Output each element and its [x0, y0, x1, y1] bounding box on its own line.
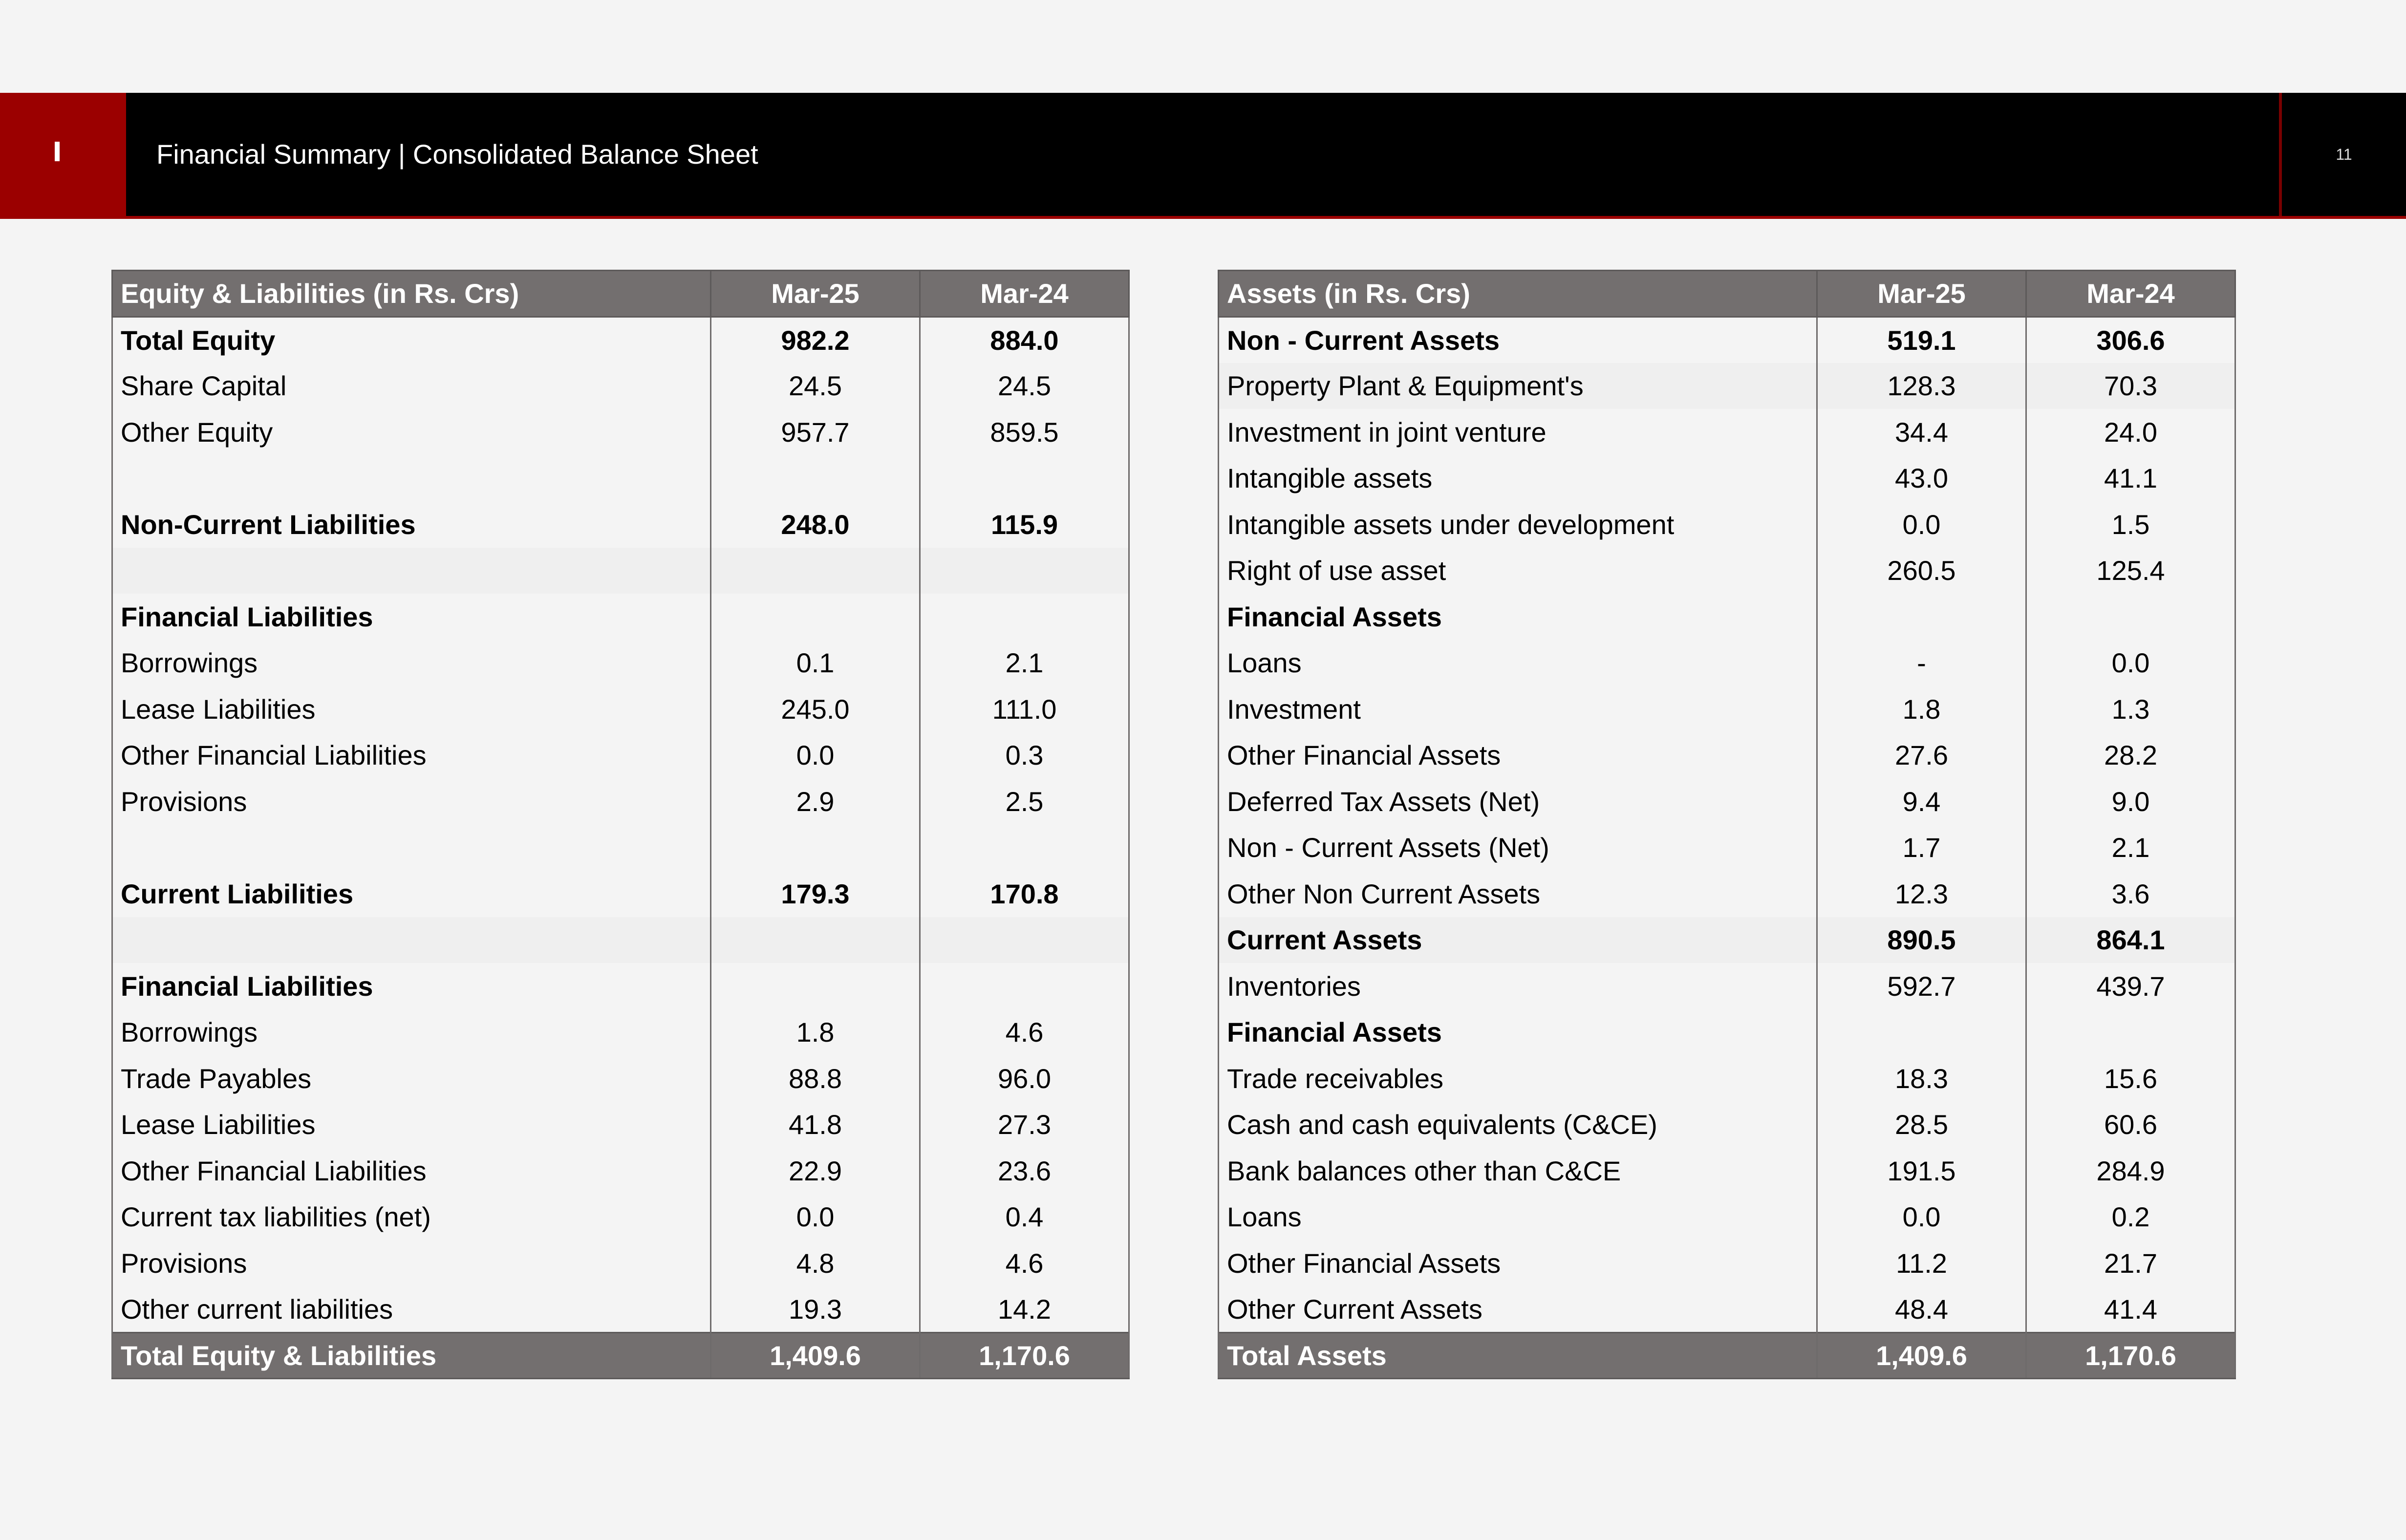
row-value-mar25: 88.8 [711, 1055, 920, 1102]
table-row [112, 501, 1129, 548]
row-value-mar24: 24.0 [2026, 409, 2235, 455]
row-label [112, 455, 711, 502]
total-row [112, 1332, 1129, 1379]
row-value-mar24: 0.0 [2026, 640, 2235, 686]
table-row [112, 594, 1129, 640]
table-row [112, 1286, 1129, 1333]
row-value-mar25: 27.6 [1817, 732, 2026, 779]
row-value-mar24: 306.6 [2026, 317, 2235, 363]
row-label: Provisions [112, 778, 711, 825]
row-value-mar24: 4.6 [920, 1009, 1129, 1056]
row-value-mar24: 28.2 [2026, 732, 2235, 779]
row-label: Other Financial Liabilities [112, 1148, 711, 1194]
row-label: Non - Current Assets [1219, 317, 1817, 363]
row-label: Non - Current Assets (Net) [1219, 825, 1817, 871]
table-row [1219, 1009, 2235, 1056]
row-label: Financial Liabilities [112, 594, 711, 640]
row-label: Financial Assets [1219, 594, 1817, 640]
row-value-mar25: 245.0 [711, 686, 920, 732]
row-value-mar24: 2.1 [920, 640, 1129, 686]
row-label: Loans [1219, 1194, 1817, 1241]
row-value-mar25: 9.4 [1817, 778, 2026, 825]
total-label: Total Equity & Liabilities [112, 1332, 711, 1379]
assets-table [1218, 270, 2236, 1379]
row-label: Cash and cash equivalents (C&CE) [1219, 1102, 1817, 1148]
table-row [112, 317, 1129, 363]
row-value-mar24 [2026, 594, 2235, 640]
table-body [1219, 317, 2235, 1332]
row-label: Deferred Tax Assets (Net) [1219, 778, 1817, 825]
row-value-mar24 [920, 963, 1129, 1009]
table-row [112, 1102, 1129, 1148]
row-value-mar25: 11.2 [1817, 1240, 2026, 1286]
row-value-mar24: 24.5 [920, 363, 1129, 409]
page-number: 11 [2336, 146, 2352, 163]
row-value-mar25: 519.1 [1817, 317, 2026, 363]
table-row [112, 1055, 1129, 1102]
row-value-mar24: 115.9 [920, 501, 1129, 548]
row-value-mar24: 41.4 [2026, 1286, 2235, 1333]
row-value-mar25 [711, 917, 920, 963]
row-value-mar24: 125.4 [2026, 548, 2235, 594]
row-value-mar24: 0.2 [2026, 1194, 2235, 1241]
table-row [1219, 1286, 2235, 1333]
table-row [1219, 409, 2235, 455]
table-row [1219, 732, 2235, 779]
table-row [1219, 686, 2235, 732]
table-row [112, 1009, 1129, 1056]
row-label: Current tax liabilities (net) [112, 1194, 711, 1241]
header-accent-tab [0, 93, 126, 216]
table-row [1219, 917, 2235, 963]
row-value-mar25: 48.4 [1817, 1286, 2026, 1333]
row-value-mar24: 14.2 [920, 1286, 1129, 1333]
table-body [112, 317, 1129, 1332]
row-value-mar25: 18.3 [1817, 1055, 2026, 1102]
row-value-mar24: 111.0 [920, 686, 1129, 732]
row-label: Trade Payables [112, 1055, 711, 1102]
row-value-mar24 [920, 594, 1129, 640]
row-value-mar25: 179.3 [711, 871, 920, 917]
row-value-mar25: 1.8 [1817, 686, 2026, 732]
row-label: Intangible assets under development [1219, 501, 1817, 548]
row-value-mar25 [1817, 1009, 2026, 1056]
row-value-mar25 [711, 548, 920, 594]
row-label: Current Assets [1219, 917, 1817, 963]
row-label: Borrowings [112, 1009, 711, 1056]
row-label: Loans [1219, 640, 1817, 686]
row-label: Right of use asset [1219, 548, 1817, 594]
row-value-mar24: 96.0 [920, 1055, 1129, 1102]
row-value-mar25: 128.3 [1817, 363, 2026, 409]
row-value-mar25 [711, 594, 920, 640]
row-value-mar25: 260.5 [1817, 548, 2026, 594]
column-header-label: Equity & Liabilities (in Rs. Crs) [112, 271, 711, 317]
row-value-mar24: 2.1 [2026, 825, 2235, 871]
total-row [1219, 1332, 2235, 1379]
row-value-mar25: 28.5 [1817, 1102, 2026, 1148]
row-value-mar24 [920, 917, 1129, 963]
table-row [112, 1240, 1129, 1286]
row-value-mar25: 0.0 [711, 1194, 920, 1241]
table-row [112, 686, 1129, 732]
row-label: Other Non Current Assets [1219, 871, 1817, 917]
row-value-mar24: 41.1 [2026, 455, 2235, 502]
row-label: Non-Current Liabilities [112, 501, 711, 548]
row-value-mar25 [1817, 594, 2026, 640]
row-value-mar24: 23.6 [920, 1148, 1129, 1194]
table-row [112, 871, 1129, 917]
row-label: Total Equity [112, 317, 711, 363]
table-row [112, 963, 1129, 1009]
table-row [1219, 963, 2235, 1009]
row-label: Other Financial Assets [1219, 1240, 1817, 1286]
column-header-mar25: Mar-25 [711, 271, 920, 317]
table-row [1219, 871, 2235, 917]
table-row [1219, 455, 2235, 502]
row-label: Intangible assets [1219, 455, 1817, 502]
row-value-mar24: 2.5 [920, 778, 1129, 825]
total-mar24: 1,170.6 [2026, 1332, 2235, 1379]
row-value-mar25: 890.5 [1817, 917, 2026, 963]
table-row [112, 409, 1129, 455]
row-value-mar24: 0.3 [920, 732, 1129, 779]
slide-header [0, 93, 2406, 219]
row-value-mar24: 70.3 [2026, 363, 2235, 409]
table-row [1219, 1102, 2235, 1148]
table-header-row [1219, 271, 2235, 317]
row-value-mar24: 4.6 [920, 1240, 1129, 1286]
table-row [1219, 363, 2235, 409]
table-row [1219, 825, 2235, 871]
row-label: Investment in joint venture [1219, 409, 1817, 455]
row-value-mar25: 0.1 [711, 640, 920, 686]
row-value-mar24 [2026, 1009, 2235, 1056]
table-row [1219, 317, 2235, 363]
row-value-mar25: 0.0 [711, 732, 920, 779]
table-row [112, 1194, 1129, 1241]
row-label [112, 825, 711, 871]
total-mar25: 1,409.6 [711, 1332, 920, 1379]
row-value-mar25: - [1817, 640, 2026, 686]
row-value-mar25: 982.2 [711, 317, 920, 363]
row-value-mar24: 859.5 [920, 409, 1129, 455]
row-label: Other current liabilities [112, 1286, 711, 1333]
table-row [112, 363, 1129, 409]
table-row [112, 732, 1129, 779]
row-label: Other Equity [112, 409, 711, 455]
row-value-mar25: 0.0 [1817, 501, 2026, 548]
table-row [1219, 1055, 2235, 1102]
row-value-mar24: 9.0 [2026, 778, 2235, 825]
table-row [112, 548, 1129, 594]
row-value-mar24: 284.9 [2026, 1148, 2235, 1194]
row-value-mar24: 27.3 [920, 1102, 1129, 1148]
row-label: Provisions [112, 1240, 711, 1286]
row-value-mar25: 41.8 [711, 1102, 920, 1148]
table-row [1219, 778, 2235, 825]
row-value-mar25: 2.9 [711, 778, 920, 825]
row-value-mar25: 22.9 [711, 1148, 920, 1194]
table-row [112, 640, 1129, 686]
row-value-mar24: 15.6 [2026, 1055, 2235, 1102]
table-row [1219, 1148, 2235, 1194]
row-value-mar24 [920, 548, 1129, 594]
row-value-mar25: 592.7 [1817, 963, 2026, 1009]
row-value-mar24: 60.6 [2026, 1102, 2235, 1148]
row-label: Share Capital [112, 363, 711, 409]
row-label: Other Financial Liabilities [112, 732, 711, 779]
row-label: Borrowings [112, 640, 711, 686]
row-label: Other Current Assets [1219, 1286, 1817, 1333]
table-row [112, 455, 1129, 502]
row-label: Other Financial Assets [1219, 732, 1817, 779]
row-value-mar24: 1.5 [2026, 501, 2235, 548]
column-header-mar24: Mar-24 [2026, 271, 2235, 317]
row-label: Financial Liabilities [112, 963, 711, 1009]
row-value-mar24: 21.7 [2026, 1240, 2235, 1286]
row-value-mar24: 884.0 [920, 317, 1129, 363]
row-value-mar25 [711, 963, 920, 1009]
row-value-mar25 [711, 825, 920, 871]
table-row [112, 1148, 1129, 1194]
equity-liabilities-table [111, 270, 1130, 1379]
column-header-mar24: Mar-24 [920, 271, 1129, 317]
table-row [112, 917, 1129, 963]
column-header-label: Assets (in Rs. Crs) [1219, 271, 1817, 317]
column-header-mar25: Mar-25 [1817, 271, 2026, 317]
table-row [1219, 548, 2235, 594]
row-value-mar25: 12.3 [1817, 871, 2026, 917]
row-value-mar25: 24.5 [711, 363, 920, 409]
row-value-mar24: 439.7 [2026, 963, 2235, 1009]
row-value-mar24 [920, 825, 1129, 871]
row-value-mar25: 957.7 [711, 409, 920, 455]
page-title: Financial Summary | Consolidated Balance Sheet [156, 139, 758, 170]
row-label: Lease Liabilities [112, 1102, 711, 1148]
row-label: Financial Assets [1219, 1009, 1817, 1056]
row-label [112, 917, 711, 963]
table-row [1219, 501, 2235, 548]
row-value-mar25: 1.8 [711, 1009, 920, 1056]
row-value-mar25: 34.4 [1817, 409, 2026, 455]
table-row [112, 825, 1129, 871]
total-label: Total Assets [1219, 1332, 1817, 1379]
row-value-mar24: 1.3 [2026, 686, 2235, 732]
row-label: Lease Liabilities [112, 686, 711, 732]
row-value-mar25: 0.0 [1817, 1194, 2026, 1241]
table-row [1219, 1240, 2235, 1286]
row-value-mar25: 19.3 [711, 1286, 920, 1333]
total-mar24: 1,170.6 [920, 1332, 1129, 1379]
table-row [1219, 640, 2235, 686]
row-label: Current Liabilities [112, 871, 711, 917]
row-value-mar25: 4.8 [711, 1240, 920, 1286]
row-value-mar25: 191.5 [1817, 1148, 2026, 1194]
tab-marker-icon [55, 142, 60, 161]
total-mar25: 1,409.6 [1817, 1332, 2026, 1379]
row-value-mar24 [920, 455, 1129, 502]
row-value-mar25 [711, 455, 920, 502]
row-label: Trade receivables [1219, 1055, 1817, 1102]
table-row [1219, 1194, 2235, 1241]
table-row [1219, 594, 2235, 640]
row-label: Bank balances other than C&CE [1219, 1148, 1817, 1194]
row-value-mar25: 1.7 [1817, 825, 2026, 871]
row-value-mar25: 43.0 [1817, 455, 2026, 502]
row-value-mar24: 864.1 [2026, 917, 2235, 963]
row-value-mar24: 170.8 [920, 871, 1129, 917]
table-row [112, 778, 1129, 825]
row-label [112, 548, 711, 594]
row-label: Property Plant & Equipment's [1219, 363, 1817, 409]
row-value-mar24: 3.6 [2026, 871, 2235, 917]
row-label: Investment [1219, 686, 1817, 732]
row-value-mar24: 0.4 [920, 1194, 1129, 1241]
row-label: Inventories [1219, 963, 1817, 1009]
table-header-row [112, 271, 1129, 317]
row-value-mar25: 248.0 [711, 501, 920, 548]
